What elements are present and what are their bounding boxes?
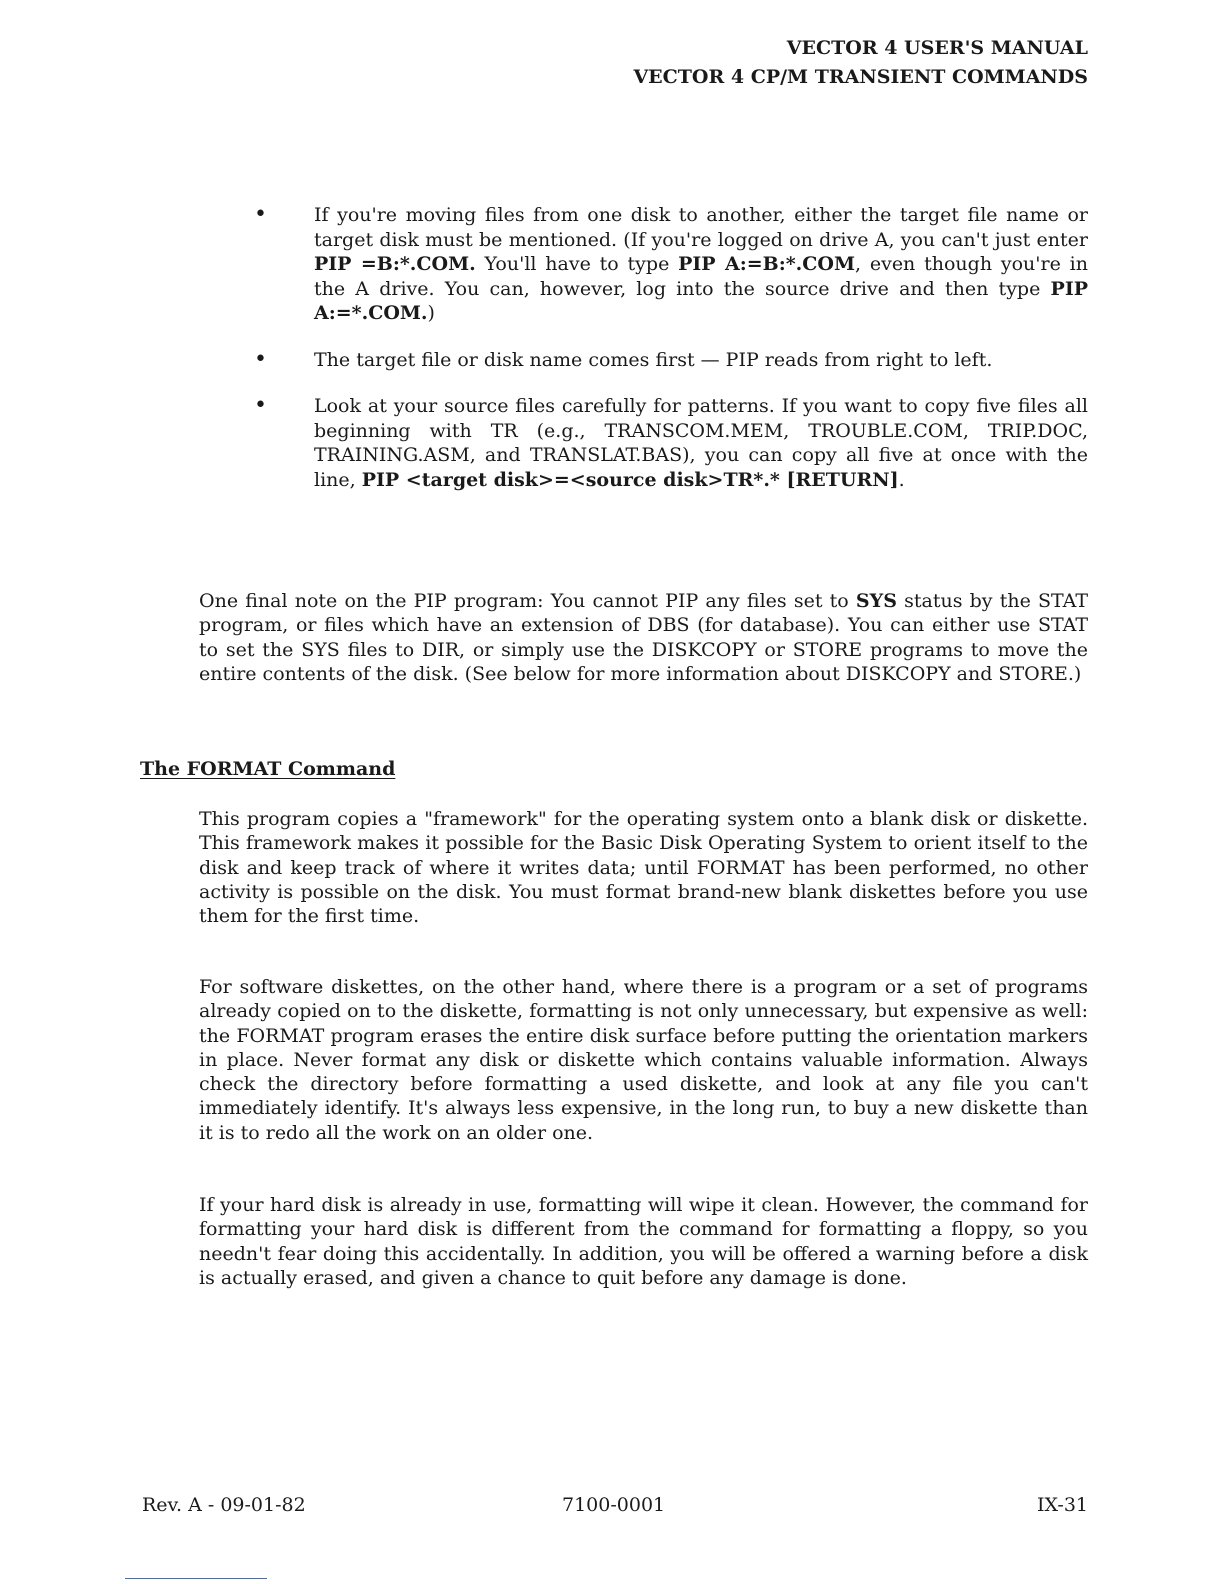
chapter-title: VECTOR 4 CP/M TRANSIENT COMMANDS [633,66,1088,88]
revision-date: Rev. A - 09-01-82 [142,1494,306,1516]
document-number: 7100-0001 [562,1494,666,1516]
page-number: IX-31 [1037,1494,1088,1516]
format-paragraph-2: For software diskettes, on the other hand, where there is a program or a set of programs already copied on to the diskette, formatting is not only unnecessary, but expensive as well: the FORMAT program erases the entire disk surface before putting the orientation markers in place. Never format any disk or diskette which contains valuable information. Always check the directory before formatting a used diskette, and look at any file you can't immediately identify. It's always less expensive, in the long run, to buy a new diskette than it is to redo all the work on an older one. [199,976,1088,1144]
page-header [633,34,1088,92]
list-item: • Look at your source files carefully for patterns. If you want to copy five files all beginning with TR (e.g., TRANSCOM.MEM, TROUBLE.COM, TRIP.DOC, TRAINING.ASM, and TRANSLAT.BAS), you can copy all five at once with the line, PIP <target disk>=<source disk>TR*.* [RETURN]. [254,393,1088,491]
bullet-icon: • [254,393,267,418]
format-paragraph-3: If your hard disk is already in use, formatting will wipe it clean. However, the command for formatting your hard disk is different from the command for formatting a floppy, so you needn't fear doing this accidentally. In addition, you will be offered a warning before a disk is actually erased, and given a chance to quit before any damage is done. [199,1194,1088,1289]
section-heading: The FORMAT Command [140,758,396,780]
scan-artifact-line [125,1578,267,1579]
format-paragraph-1: This program copies a "framework" for the operating system onto a blank disk or diskette. This framework makes it possible for the Basic Disk Operating System to orient itself to the disk and keep track of where it writes data; until FORMAT has been performed, no other activity is possible on the disk. You must format brand-new blank diskettes before you use them for the first time. [199,808,1088,928]
bullet-icon: • [254,202,267,227]
list-item: • If you're moving files from one disk to another, either the target file name or target disk must be mentioned. (If you're logged on drive A, you can't just enter PIP =B:*.COM. You'll have to type PIP A:=B:*.COM, even though you're in the A drive. You can, however, log into the source drive and then type PIP A:=*.COM.) [254,202,1088,324]
list-item: • The target file or disk name comes first — PIP reads from right to left. [254,346,993,372]
manual-title: VECTOR 4 USER'S MANUAL [786,37,1088,59]
bullet-icon: • [254,346,267,372]
pip-final-note: One final note on the PIP program: You cannot PIP any files set to SYS status by the STAT program, or files which have an extension of DBS (for database). You can either use STAT to set the SYS files to DIR, or simply use the DISKCOPY or STORE programs to move the entire contents of the disk. (See below for more information about DISKCOPY and STORE.) [199,590,1088,685]
pip-tips-list [252,203,1088,514]
